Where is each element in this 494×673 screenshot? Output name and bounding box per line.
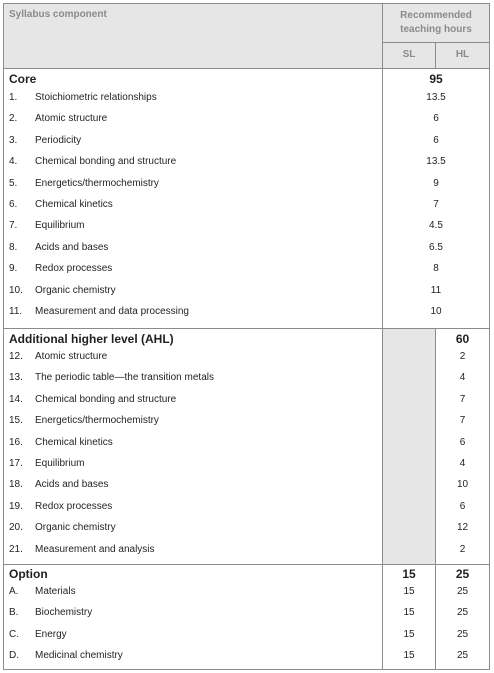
- row-sl-hours: 15: [403, 607, 415, 619]
- row-number: 3.: [9, 134, 18, 146]
- row-label: Organic chemistry: [35, 522, 116, 534]
- row-hl-hours: 2: [459, 351, 466, 362]
- table-row: [4, 281, 489, 302]
- table-row: [4, 497, 489, 518]
- row-sl-hours: 15: [403, 628, 415, 640]
- row-hl-hours: 7: [459, 415, 466, 427]
- row-hl-hours: 6: [459, 436, 466, 448]
- row-hours: 7: [433, 199, 439, 210]
- row-label: Chemical bonding and structure: [35, 156, 177, 168]
- table-row: [4, 625, 489, 646]
- row-label: Stoichiometric relationships: [35, 92, 157, 103]
- table-row: [4, 302, 489, 323]
- row-label: Redox processes: [35, 500, 113, 512]
- row-number: 17.: [9, 458, 23, 469]
- row-hours: 13.5: [426, 92, 446, 103]
- row-number: 4.: [9, 156, 18, 168]
- table-row: [4, 454, 489, 475]
- row-sl-hours: 15: [403, 650, 415, 662]
- column-header-sl: SL: [402, 49, 416, 60]
- table-row: [4, 152, 489, 173]
- row-number: 19.: [9, 500, 23, 512]
- row-number: 18.: [9, 479, 23, 491]
- row-sl-hours: 15: [403, 586, 415, 597]
- table-row: [4, 390, 489, 411]
- option-hl-total: 25: [455, 567, 470, 581]
- row-label: Energy: [35, 628, 67, 640]
- row-hl-hours: 7: [459, 393, 466, 405]
- column-header-hours: Recommended teaching hours: [400, 10, 472, 35]
- table-row: [4, 195, 489, 216]
- row-number: 9.: [9, 263, 18, 275]
- row-hl-hours: 25: [456, 650, 469, 662]
- row-label: Materials: [35, 586, 76, 597]
- table-row: [4, 238, 489, 259]
- row-label: Equilibrium: [35, 220, 85, 232]
- table-row: [4, 433, 489, 454]
- row-label: Measurement and data processing: [35, 306, 189, 317]
- row-label: Acids and bases: [35, 479, 109, 491]
- table-row: [4, 411, 489, 432]
- row-label: Redox processes: [35, 263, 113, 275]
- row-hours: 6: [433, 134, 439, 146]
- row-number: 10.: [9, 284, 23, 296]
- row-hours: 9: [433, 177, 439, 189]
- table-row: [4, 603, 489, 624]
- row-number: 2.: [9, 113, 18, 125]
- row-hl-hours: 12: [456, 522, 469, 534]
- section-title-core: Core: [9, 72, 37, 86]
- row-hours: 8: [433, 263, 439, 275]
- row-hl-hours: 25: [456, 628, 469, 640]
- row-number: C.: [9, 628, 19, 640]
- table-row: [4, 131, 489, 152]
- row-hl-hours: 4: [459, 458, 466, 469]
- row-number: 21.: [9, 543, 23, 555]
- table-row: [4, 646, 489, 667]
- row-label: Equilibrium: [35, 458, 85, 469]
- row-label: The periodic table—the transition metals: [35, 372, 214, 384]
- row-label: Atomic structure: [35, 351, 108, 362]
- row-hours: 11: [430, 284, 442, 296]
- column-header-hl: HL: [455, 49, 470, 60]
- table-row: [4, 540, 489, 561]
- row-label: Atomic structure: [35, 113, 108, 125]
- row-number: 7.: [9, 220, 18, 232]
- row-hl-hours: 4: [459, 372, 466, 384]
- row-number: 6.: [9, 199, 18, 210]
- row-number: D.: [9, 650, 19, 662]
- row-number: 5.: [9, 177, 18, 189]
- table-row: [4, 216, 489, 237]
- option-sl-total: 15: [402, 567, 416, 581]
- table-row: [4, 368, 489, 389]
- table-row: [4, 475, 489, 496]
- table-row: [4, 347, 489, 368]
- section-title-ahl: Additional higher level (AHL): [9, 332, 174, 346]
- row-number: A.: [9, 586, 19, 597]
- row-label: Measurement and analysis: [35, 543, 155, 555]
- row-hours: 4.5: [429, 220, 443, 232]
- column-header-component: Syllabus component: [9, 9, 107, 20]
- row-label: Periodicity: [35, 134, 82, 146]
- row-hl-hours: 25: [456, 607, 469, 619]
- row-number: 16.: [9, 436, 23, 448]
- row-label: Chemical kinetics: [35, 199, 113, 210]
- row-label: Organic chemistry: [35, 284, 116, 296]
- row-number: B.: [9, 607, 19, 619]
- row-number: 14.: [9, 393, 23, 405]
- row-number: 11.: [9, 306, 23, 317]
- row-number: 12.: [9, 351, 23, 362]
- row-number: 20.: [9, 522, 23, 534]
- row-number: 15.: [9, 415, 23, 427]
- table-row: [4, 259, 489, 280]
- syllabus-table: [3, 3, 490, 670]
- row-label: Biochemistry: [35, 607, 93, 619]
- ahl-total-hours: 60: [455, 332, 470, 346]
- row-hours: 13.5: [426, 156, 446, 168]
- row-number: 13.: [9, 372, 23, 384]
- row-label: Chemical kinetics: [35, 436, 113, 448]
- row-hl-hours: 2: [459, 543, 466, 555]
- row-number: 8.: [9, 241, 18, 253]
- row-label: Energetics/thermochemistry: [35, 415, 159, 427]
- row-label: Chemical bonding and structure: [35, 393, 177, 405]
- core-total-hours: 95: [429, 72, 443, 86]
- row-hours: 6.5: [429, 241, 443, 253]
- row-label: Medicinal chemistry: [35, 650, 123, 662]
- row-hours: 6: [433, 113, 439, 125]
- row-hours: 10: [430, 306, 442, 317]
- row-hl-hours: 25: [456, 586, 469, 597]
- table-row: [4, 88, 489, 109]
- row-label: Energetics/thermochemistry: [35, 177, 159, 189]
- table-row: [4, 582, 489, 603]
- row-hl-hours: 10: [456, 479, 469, 491]
- row-number: 1.: [9, 92, 18, 103]
- table-row: [4, 518, 489, 539]
- row-hl-hours: 6: [459, 500, 466, 512]
- table-row: [4, 109, 489, 130]
- table-row: [4, 174, 489, 195]
- row-label: Acids and bases: [35, 241, 109, 253]
- section-title-option: Option: [9, 567, 48, 581]
